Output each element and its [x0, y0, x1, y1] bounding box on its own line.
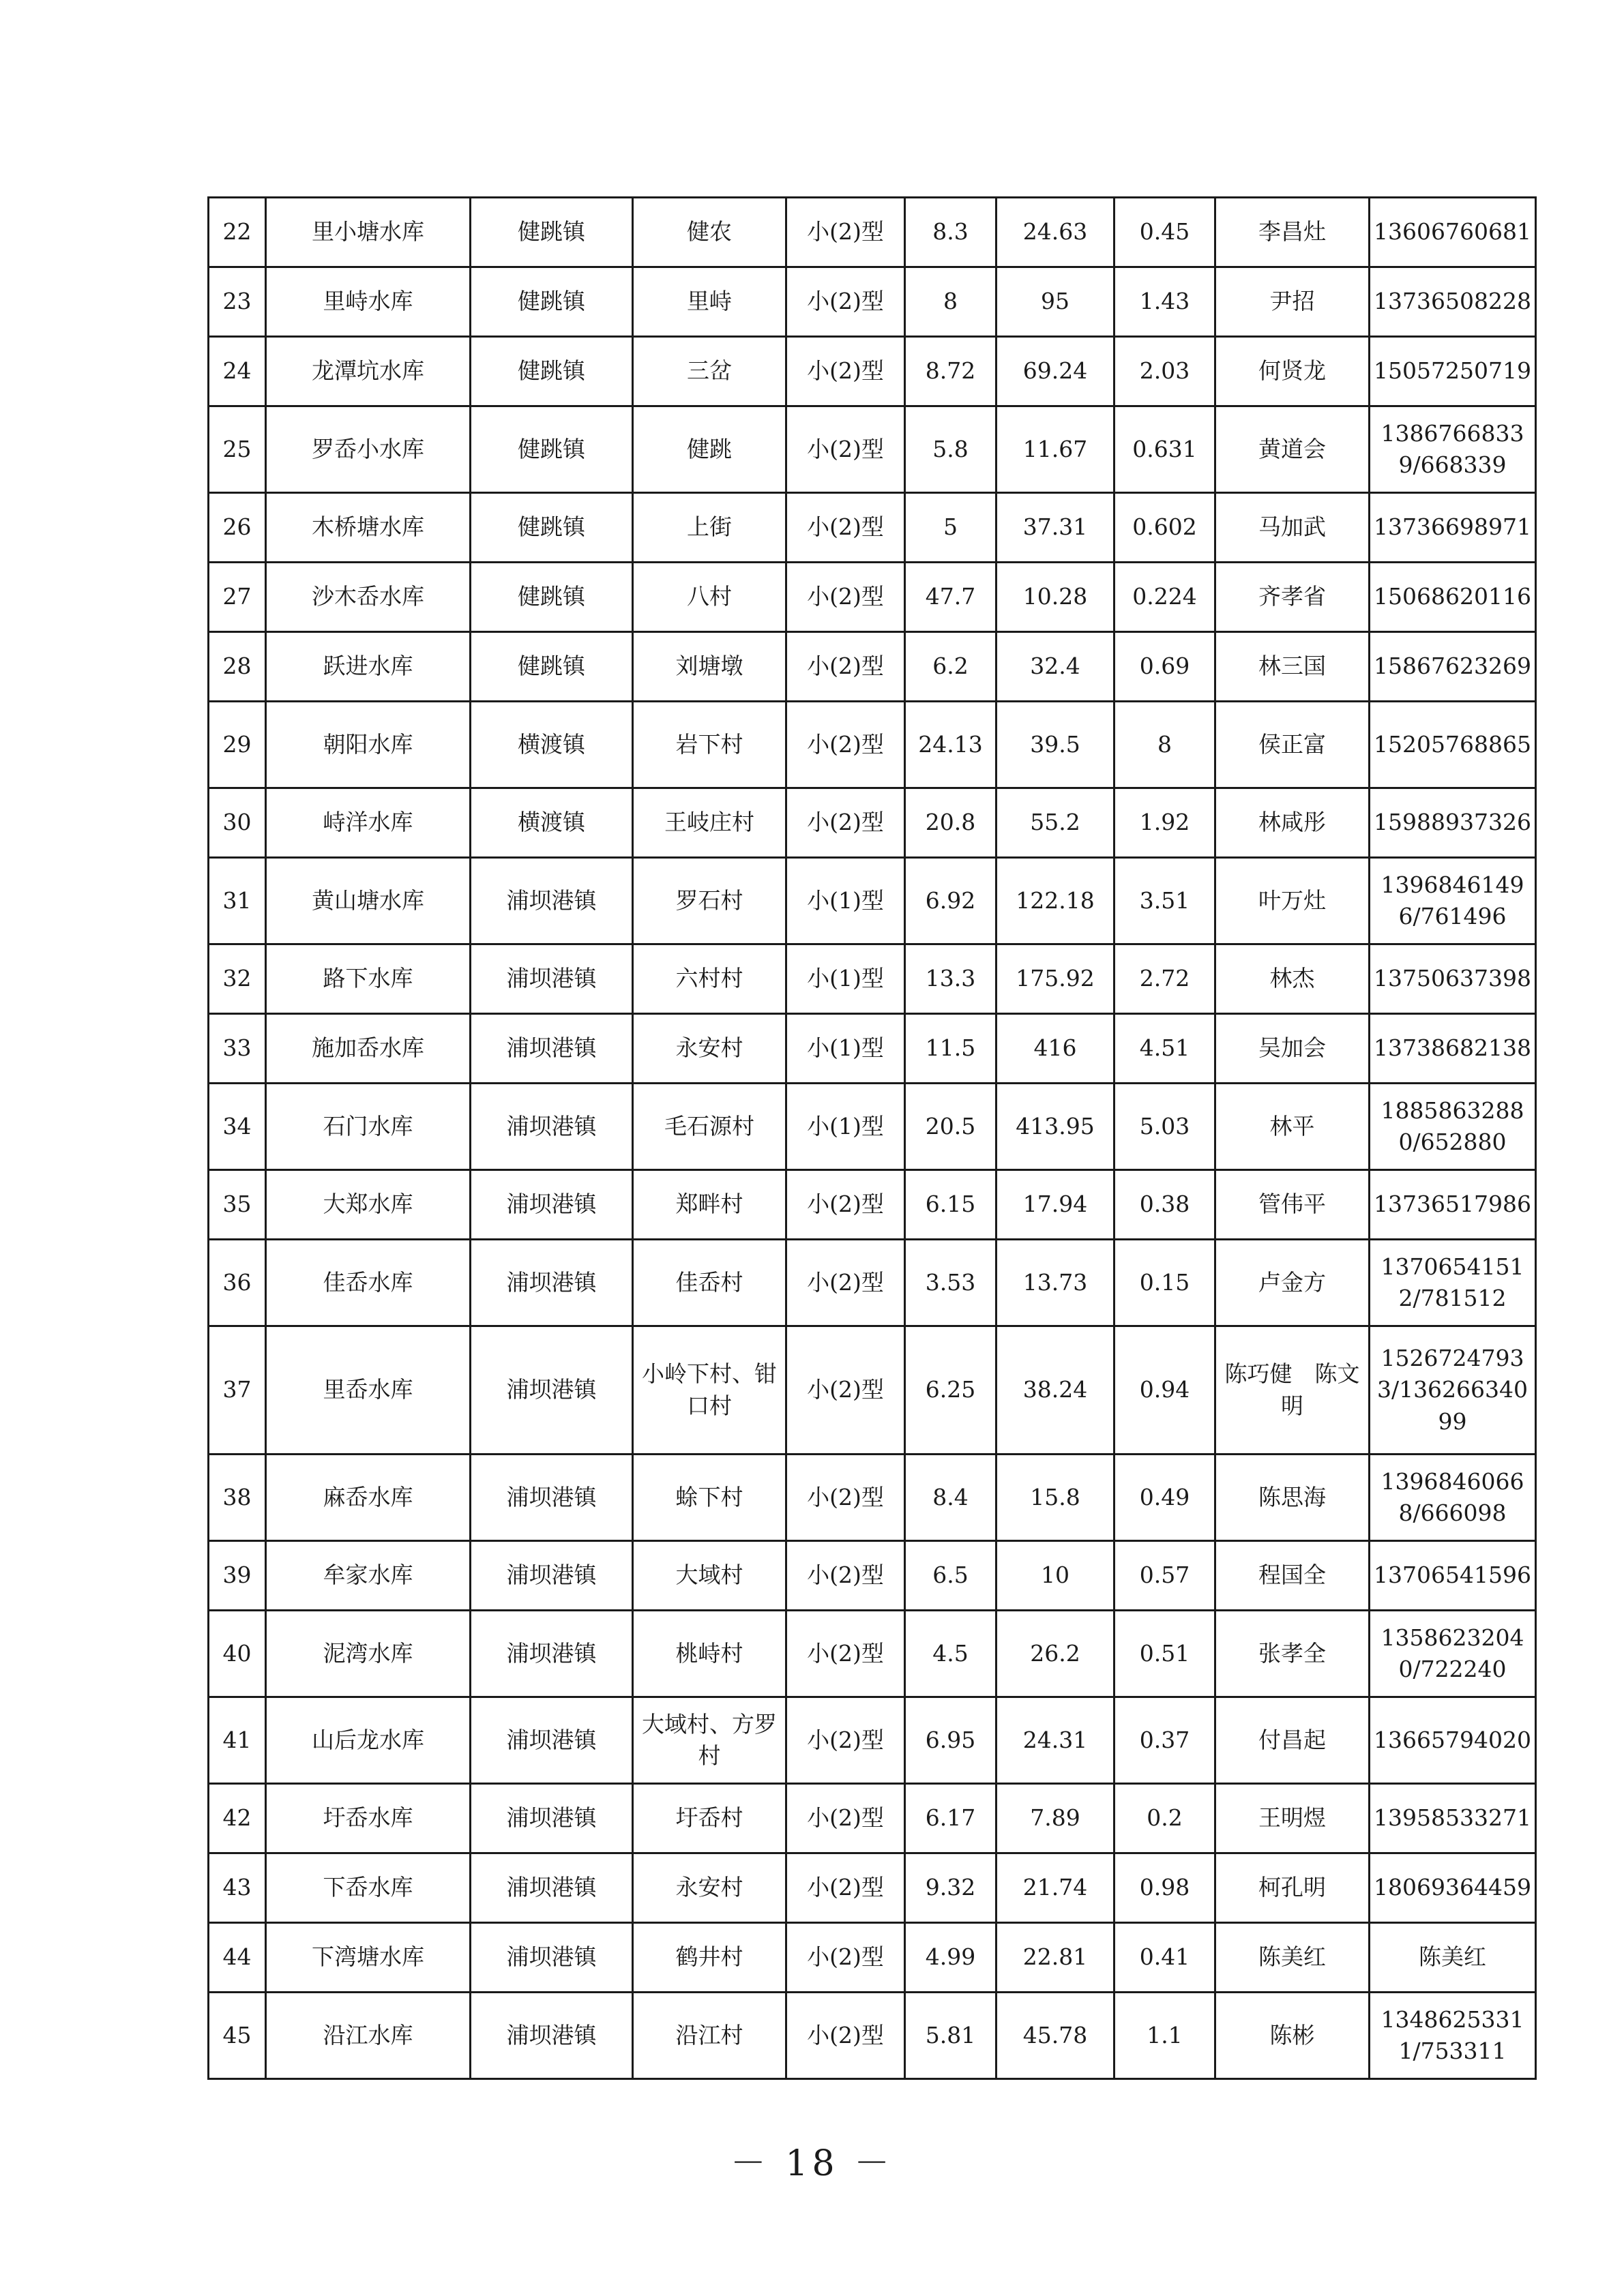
value-1-cell: 9.32 — [905, 1853, 996, 1923]
value-2-cell: 39.5 — [996, 702, 1114, 788]
contact-phone-cell: 13736508228 — [1370, 267, 1536, 337]
value-3-cell: 0.69 — [1114, 632, 1215, 702]
table-row — [209, 1923, 1536, 1993]
scale-type-cell: 小(2)型 — [786, 337, 905, 406]
village-cell: 鹤井村 — [633, 1923, 786, 1993]
value-1-cell: 5.8 — [905, 406, 996, 493]
village-cell: 王岐庄村 — [633, 788, 786, 858]
village-cell: 六村村 — [633, 944, 786, 1014]
row-number-cell: 40 — [209, 1611, 266, 1697]
value-1-cell: 47.7 — [905, 563, 996, 632]
row-number-cell: 35 — [209, 1170, 266, 1240]
contact-phone-cell: 13958533271 — [1370, 1784, 1536, 1853]
row-number-cell: 24 — [209, 337, 266, 406]
village-cell: 健跳 — [633, 406, 786, 493]
town-cell: 浦坝港镇 — [471, 1923, 633, 1993]
table-row — [209, 1014, 1536, 1084]
row-number-cell: 33 — [209, 1014, 266, 1084]
town-cell: 浦坝港镇 — [471, 944, 633, 1014]
row-number-cell: 43 — [209, 1853, 266, 1923]
contact-phone-cell: 13867668339/668339 — [1370, 406, 1536, 493]
reservoir-name-cell: 佳岙水库 — [266, 1240, 471, 1326]
scale-type-cell: 小(2)型 — [786, 493, 905, 563]
responsible-person-cell: 林杰 — [1215, 944, 1370, 1014]
value-2-cell: 7.89 — [996, 1784, 1114, 1853]
row-number-cell: 38 — [209, 1455, 266, 1541]
contact-phone-cell: 13706541596 — [1370, 1541, 1536, 1611]
reservoir-name-cell: 黄山塘水库 — [266, 858, 471, 944]
table-row — [209, 563, 1536, 632]
village-cell: 岩下村 — [633, 702, 786, 788]
value-2-cell: 38.24 — [996, 1326, 1114, 1455]
scale-type-cell: 小(1)型 — [786, 1014, 905, 1084]
table-row — [209, 1611, 1536, 1697]
responsible-person-cell: 陈思海 — [1215, 1455, 1370, 1541]
village-cell: 八村 — [633, 563, 786, 632]
value-1-cell: 6.92 — [905, 858, 996, 944]
value-3-cell: 0.602 — [1114, 493, 1215, 563]
value-2-cell: 13.73 — [996, 1240, 1114, 1326]
reservoir-name-cell: 沿江水库 — [266, 1993, 471, 2079]
row-number-cell: 27 — [209, 563, 266, 632]
row-number-cell: 36 — [209, 1240, 266, 1326]
table-row — [209, 1697, 1536, 1784]
reservoir-name-cell: 罗岙小水库 — [266, 406, 471, 493]
reservoir-table — [207, 196, 1537, 2080]
value-2-cell: 24.31 — [996, 1697, 1114, 1784]
value-1-cell: 6.25 — [905, 1326, 996, 1455]
responsible-person-cell: 管伟平 — [1215, 1170, 1370, 1240]
value-1-cell: 4.99 — [905, 1923, 996, 1993]
value-1-cell: 6.15 — [905, 1170, 996, 1240]
value-3-cell: 0.98 — [1114, 1853, 1215, 1923]
scale-type-cell: 小(2)型 — [786, 1853, 905, 1923]
page-number: － 18 － — [730, 2143, 894, 2184]
value-1-cell: 8.72 — [905, 337, 996, 406]
value-1-cell: 6.17 — [905, 1784, 996, 1853]
value-3-cell: 0.41 — [1114, 1923, 1215, 1993]
value-2-cell: 10.28 — [996, 563, 1114, 632]
table-row — [209, 337, 1536, 406]
value-3-cell: 0.15 — [1114, 1240, 1215, 1326]
contact-phone-cell: 18858632880/652880 — [1370, 1084, 1536, 1170]
town-cell: 健跳镇 — [471, 267, 633, 337]
town-cell: 浦坝港镇 — [471, 1853, 633, 1923]
reservoir-name-cell: 施加岙水库 — [266, 1014, 471, 1084]
value-1-cell: 5.81 — [905, 1993, 996, 2079]
reservoir-name-cell: 下湾塘水库 — [266, 1923, 471, 1993]
contact-phone-cell: 15988937326 — [1370, 788, 1536, 858]
responsible-person-cell: 卢金方 — [1215, 1240, 1370, 1326]
town-cell: 浦坝港镇 — [471, 1326, 633, 1455]
scale-type-cell: 小(2)型 — [786, 1993, 905, 2079]
value-3-cell: 8 — [1114, 702, 1215, 788]
value-2-cell: 122.18 — [996, 858, 1114, 944]
responsible-person-cell: 侯正富 — [1215, 702, 1370, 788]
contact-phone-cell: 13606760681 — [1370, 198, 1536, 267]
value-3-cell: 0.57 — [1114, 1541, 1215, 1611]
town-cell: 浦坝港镇 — [471, 1993, 633, 2079]
scale-type-cell: 小(2)型 — [786, 1611, 905, 1697]
reservoir-name-cell: 大郑水库 — [266, 1170, 471, 1240]
town-cell: 浦坝港镇 — [471, 1611, 633, 1697]
value-3-cell: 0.94 — [1114, 1326, 1215, 1455]
scale-type-cell: 小(2)型 — [786, 1697, 905, 1784]
village-cell: 永安村 — [633, 1014, 786, 1084]
value-1-cell: 24.13 — [905, 702, 996, 788]
responsible-person-cell: 马加武 — [1215, 493, 1370, 563]
row-number-cell: 30 — [209, 788, 266, 858]
town-cell: 健跳镇 — [471, 406, 633, 493]
town-cell: 健跳镇 — [471, 632, 633, 702]
table-row — [209, 788, 1536, 858]
town-cell: 浦坝港镇 — [471, 1541, 633, 1611]
row-number-cell: 44 — [209, 1923, 266, 1993]
contact-phone-cell: 13750637398 — [1370, 944, 1536, 1014]
table-row — [209, 1784, 1536, 1853]
scale-type-cell: 小(2)型 — [786, 1170, 905, 1240]
reservoir-name-cell: 麻岙水库 — [266, 1455, 471, 1541]
row-number-cell: 31 — [209, 858, 266, 944]
contact-phone-cell: 陈美红 — [1370, 1923, 1536, 1993]
value-3-cell: 0.38 — [1114, 1170, 1215, 1240]
table-row — [209, 702, 1536, 788]
value-2-cell: 10 — [996, 1541, 1114, 1611]
table-row — [209, 944, 1536, 1014]
village-cell: 佳岙村 — [633, 1240, 786, 1326]
contact-phone-cell: 15867623269 — [1370, 632, 1536, 702]
row-number-cell: 28 — [209, 632, 266, 702]
reservoir-name-cell: 跃进水库 — [266, 632, 471, 702]
scale-type-cell: 小(2)型 — [786, 1240, 905, 1326]
value-1-cell: 5 — [905, 493, 996, 563]
value-2-cell: 416 — [996, 1014, 1114, 1084]
table-row — [209, 858, 1536, 944]
value-3-cell: 4.51 — [1114, 1014, 1215, 1084]
value-3-cell: 1.43 — [1114, 267, 1215, 337]
reservoir-name-cell: 圩岙水库 — [266, 1784, 471, 1853]
village-cell: 桃峙村 — [633, 1611, 786, 1697]
village-cell: 圩岙村 — [633, 1784, 786, 1853]
table-row — [209, 1541, 1536, 1611]
row-number-cell: 42 — [209, 1784, 266, 1853]
responsible-person-cell: 齐孝省 — [1215, 563, 1370, 632]
value-2-cell: 175.92 — [996, 944, 1114, 1014]
value-2-cell: 26.2 — [996, 1611, 1114, 1697]
table-row — [209, 1240, 1536, 1326]
responsible-person-cell: 陈彬 — [1215, 1993, 1370, 2079]
value-2-cell: 37.31 — [996, 493, 1114, 563]
contact-phone-cell: 13968461496/761496 — [1370, 858, 1536, 944]
table-row — [209, 1326, 1536, 1455]
reservoir-name-cell: 牟家水库 — [266, 1541, 471, 1611]
value-2-cell: 95 — [996, 267, 1114, 337]
value-2-cell: 55.2 — [996, 788, 1114, 858]
contact-phone-cell: 13586232040/722240 — [1370, 1611, 1536, 1697]
town-cell: 浦坝港镇 — [471, 1784, 633, 1853]
responsible-person-cell: 叶万灶 — [1215, 858, 1370, 944]
scale-type-cell: 小(2)型 — [786, 406, 905, 493]
responsible-person-cell: 何贤龙 — [1215, 337, 1370, 406]
responsible-person-cell: 尹招 — [1215, 267, 1370, 337]
value-1-cell: 20.5 — [905, 1084, 996, 1170]
responsible-person-cell: 林平 — [1215, 1084, 1370, 1170]
scale-type-cell: 小(2)型 — [786, 1923, 905, 1993]
contact-phone-cell: 13736517986 — [1370, 1170, 1536, 1240]
village-cell: 里峙 — [633, 267, 786, 337]
value-3-cell: 1.92 — [1114, 788, 1215, 858]
responsible-person-cell: 李昌灶 — [1215, 198, 1370, 267]
value-3-cell: 0.631 — [1114, 406, 1215, 493]
town-cell: 浦坝港镇 — [471, 858, 633, 944]
town-cell: 健跳镇 — [471, 198, 633, 267]
table-row — [209, 1084, 1536, 1170]
value-2-cell: 45.78 — [996, 1993, 1114, 2079]
responsible-person-cell: 陈美红 — [1215, 1923, 1370, 1993]
responsible-person-cell: 付昌起 — [1215, 1697, 1370, 1784]
reservoir-name-cell: 里岙水库 — [266, 1326, 471, 1455]
table-row — [209, 198, 1536, 267]
value-1-cell: 8.3 — [905, 198, 996, 267]
value-1-cell: 3.53 — [905, 1240, 996, 1326]
town-cell: 浦坝港镇 — [471, 1170, 633, 1240]
village-cell: 三岔 — [633, 337, 786, 406]
responsible-person-cell: 柯孔明 — [1215, 1853, 1370, 1923]
town-cell: 浦坝港镇 — [471, 1014, 633, 1084]
value-3-cell: 0.224 — [1114, 563, 1215, 632]
town-cell: 浦坝港镇 — [471, 1084, 633, 1170]
village-cell: 蜍下村 — [633, 1455, 786, 1541]
value-3-cell: 5.03 — [1114, 1084, 1215, 1170]
value-2-cell: 21.74 — [996, 1853, 1114, 1923]
scale-type-cell: 小(2)型 — [786, 563, 905, 632]
reservoir-name-cell: 下岙水库 — [266, 1853, 471, 1923]
town-cell: 横渡镇 — [471, 788, 633, 858]
value-3-cell: 0.49 — [1114, 1455, 1215, 1541]
responsible-person-cell: 林咸彤 — [1215, 788, 1370, 858]
scale-type-cell: 小(2)型 — [786, 267, 905, 337]
scale-type-cell: 小(2)型 — [786, 788, 905, 858]
scale-type-cell: 小(2)型 — [786, 1784, 905, 1853]
table-row — [209, 493, 1536, 563]
responsible-person-cell: 张孝全 — [1215, 1611, 1370, 1697]
contact-phone-cell: 13665794020 — [1370, 1697, 1536, 1784]
value-1-cell: 8.4 — [905, 1455, 996, 1541]
contact-phone-cell: 15205768865 — [1370, 702, 1536, 788]
town-cell: 健跳镇 — [471, 337, 633, 406]
town-cell: 横渡镇 — [471, 702, 633, 788]
row-number-cell: 32 — [209, 944, 266, 1014]
reservoir-name-cell: 泥湾水库 — [266, 1611, 471, 1697]
value-3-cell: 3.51 — [1114, 858, 1215, 944]
table-row — [209, 1853, 1536, 1923]
town-cell: 浦坝港镇 — [471, 1455, 633, 1541]
table-body — [209, 198, 1536, 2079]
scale-type-cell: 小(2)型 — [786, 1326, 905, 1455]
reservoir-name-cell: 朝阳水库 — [266, 702, 471, 788]
value-3-cell: 1.1 — [1114, 1993, 1215, 2079]
responsible-person-cell: 林三国 — [1215, 632, 1370, 702]
row-number-cell: 23 — [209, 267, 266, 337]
village-cell: 沿江村 — [633, 1993, 786, 2079]
scale-type-cell: 小(2)型 — [786, 198, 905, 267]
responsible-person-cell: 王明煜 — [1215, 1784, 1370, 1853]
reservoir-name-cell: 木桥塘水库 — [266, 493, 471, 563]
scale-type-cell: 小(2)型 — [786, 632, 905, 702]
scale-type-cell: 小(2)型 — [786, 1455, 905, 1541]
row-number-cell: 29 — [209, 702, 266, 788]
contact-phone-cell: 15267247933/13626634099 — [1370, 1326, 1536, 1455]
scale-type-cell: 小(2)型 — [786, 702, 905, 788]
contact-phone-cell: 13706541512/781512 — [1370, 1240, 1536, 1326]
value-3-cell: 0.51 — [1114, 1611, 1215, 1697]
value-1-cell: 11.5 — [905, 1014, 996, 1084]
scale-type-cell: 小(1)型 — [786, 1084, 905, 1170]
reservoir-name-cell: 石门水库 — [266, 1084, 471, 1170]
responsible-person-cell: 吴加会 — [1215, 1014, 1370, 1084]
value-1-cell: 6.95 — [905, 1697, 996, 1784]
scale-type-cell: 小(1)型 — [786, 944, 905, 1014]
value-2-cell: 413.95 — [996, 1084, 1114, 1170]
value-2-cell: 15.8 — [996, 1455, 1114, 1541]
town-cell: 健跳镇 — [471, 563, 633, 632]
row-number-cell: 39 — [209, 1541, 266, 1611]
reservoir-name-cell: 沙木岙水库 — [266, 563, 471, 632]
village-cell: 刘塘墩 — [633, 632, 786, 702]
value-1-cell: 6.5 — [905, 1541, 996, 1611]
reservoir-name-cell: 里峙水库 — [266, 267, 471, 337]
table-row — [209, 1455, 1536, 1541]
responsible-person-cell: 程国全 — [1215, 1541, 1370, 1611]
contact-phone-cell: 13736698971 — [1370, 493, 1536, 563]
value-3-cell: 2.03 — [1114, 337, 1215, 406]
row-number-cell: 26 — [209, 493, 266, 563]
contact-phone-cell: 13486253311/753311 — [1370, 1993, 1536, 2079]
value-2-cell: 69.24 — [996, 337, 1114, 406]
contact-phone-cell: 15057250719 — [1370, 337, 1536, 406]
value-2-cell: 32.4 — [996, 632, 1114, 702]
value-3-cell: 2.72 — [1114, 944, 1215, 1014]
village-cell: 上街 — [633, 493, 786, 563]
value-1-cell: 13.3 — [905, 944, 996, 1014]
contact-phone-cell: 13968460668/666098 — [1370, 1455, 1536, 1541]
value-1-cell: 20.8 — [905, 788, 996, 858]
village-cell: 小岭下村、钳口村 — [633, 1326, 786, 1455]
value-1-cell: 4.5 — [905, 1611, 996, 1697]
row-number-cell: 25 — [209, 406, 266, 493]
row-number-cell: 37 — [209, 1326, 266, 1455]
row-number-cell: 45 — [209, 1993, 266, 2079]
value-3-cell: 0.37 — [1114, 1697, 1215, 1784]
reservoir-name-cell: 龙潭坑水库 — [266, 337, 471, 406]
table-row — [209, 1170, 1536, 1240]
town-cell: 浦坝港镇 — [471, 1697, 633, 1784]
reservoir-name-cell: 路下水库 — [266, 944, 471, 1014]
contact-phone-cell: 15068620116 — [1370, 563, 1536, 632]
contact-phone-cell: 13738682138 — [1370, 1014, 1536, 1084]
row-number-cell: 34 — [209, 1084, 266, 1170]
value-1-cell: 6.2 — [905, 632, 996, 702]
contact-phone-cell: 18069364459 — [1370, 1853, 1536, 1923]
value-2-cell: 22.81 — [996, 1923, 1114, 1993]
responsible-person-cell: 黄道会 — [1215, 406, 1370, 493]
value-3-cell: 0.2 — [1114, 1784, 1215, 1853]
village-cell: 健农 — [633, 198, 786, 267]
responsible-person-cell: 陈巧健 陈文明 — [1215, 1326, 1370, 1455]
value-2-cell: 17.94 — [996, 1170, 1114, 1240]
village-cell: 大域村、方罗村 — [633, 1697, 786, 1784]
reservoir-name-cell: 峙洋水库 — [266, 788, 471, 858]
village-cell: 永安村 — [633, 1853, 786, 1923]
reservoir-name-cell: 山后龙水库 — [266, 1697, 471, 1784]
scale-type-cell: 小(1)型 — [786, 858, 905, 944]
table-row — [209, 406, 1536, 493]
scale-type-cell: 小(2)型 — [786, 1541, 905, 1611]
reservoir-name-cell: 里小塘水库 — [266, 198, 471, 267]
table-row — [209, 267, 1536, 337]
value-2-cell: 11.67 — [996, 406, 1114, 493]
value-2-cell: 24.63 — [996, 198, 1114, 267]
village-cell: 大域村 — [633, 1541, 786, 1611]
row-number-cell: 22 — [209, 198, 266, 267]
village-cell: 罗石村 — [633, 858, 786, 944]
table-row — [209, 1993, 1536, 2079]
village-cell: 毛石源村 — [633, 1084, 786, 1170]
town-cell: 健跳镇 — [471, 493, 633, 563]
table-row — [209, 632, 1536, 702]
row-number-cell: 41 — [209, 1697, 266, 1784]
value-3-cell: 0.45 — [1114, 198, 1215, 267]
village-cell: 郑畔村 — [633, 1170, 786, 1240]
value-1-cell: 8 — [905, 267, 996, 337]
town-cell: 浦坝港镇 — [471, 1240, 633, 1326]
